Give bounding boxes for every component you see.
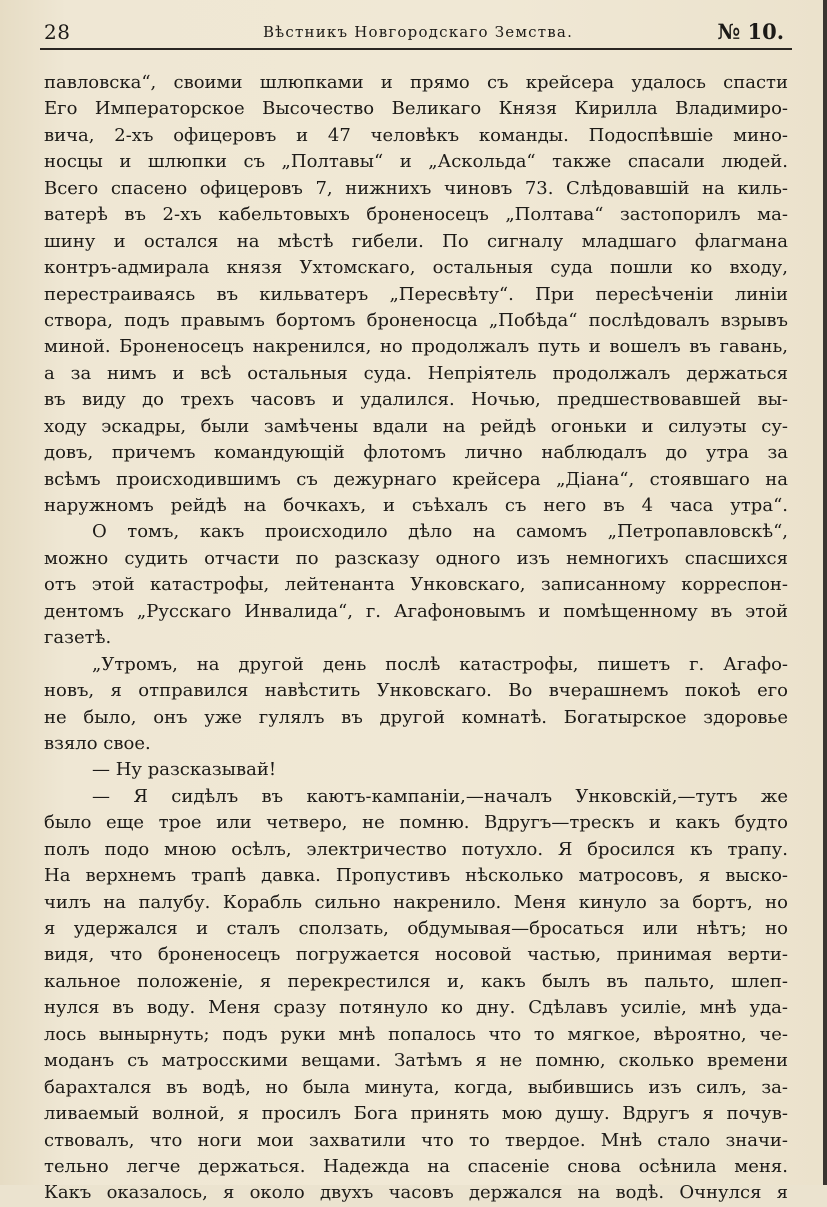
- body-text: [44, 70, 788, 1207]
- text-line: газетѣ.: [44, 627, 112, 649]
- text-line: взяло свое.: [44, 732, 151, 754]
- text-line: а за нимъ и всѣ остальныя суда. Непріятель продолжалъ держаться: [44, 362, 788, 384]
- text-line: перестраиваясь въ кильватеръ „Пересвѣту“. При пересѣченіи линіи: [44, 283, 788, 305]
- text-line: Какъ оказалось, я около двухъ часовъ держался на водѣ. Очнулся я: [44, 1182, 788, 1204]
- text-line: всѣмъ происходившимъ съ дежурнаго крейсера „Діана“, стоявшаго на: [44, 468, 788, 490]
- text-line: На верхнемъ трапѣ давка. Пропустивъ нѣсколько матросовъ, я выско-: [44, 865, 788, 887]
- page-number: 28: [44, 20, 71, 44]
- text-line: видя, что броненосецъ погружается носовой частью, принимая верти-: [44, 944, 788, 966]
- text-line: тельно легче держаться. Надежда на спасеніе снова осѣнила меня.: [44, 1155, 788, 1177]
- text-line: моданъ съ матросскими вещами. Затѣмъ я не помню, сколько времени: [44, 1050, 788, 1072]
- text-line: миной. Броненосецъ накренился, но продолжалъ путь и вошелъ въ гавань,: [44, 336, 788, 358]
- text-line: кальное положеніе, я перекрестился и, какъ былъ въ пальто, шлеп-: [44, 970, 788, 992]
- text-line: Его Императорское Высочество Великаго Князя Кирилла Владимиро-: [44, 98, 788, 120]
- text-line: ходу эскадры, были замѣчены вдали на рейдѣ огоньки и силуэты су-: [44, 415, 788, 437]
- header-rule: [40, 48, 792, 50]
- text-line: — Ну разсказывай!: [92, 759, 277, 781]
- text-line: было еще трое или четверо, не помню. Вдругъ—трескъ и какъ будто: [44, 812, 788, 834]
- text-line: чилъ на палубу. Корабль сильно накренило. Меня кинуло за бортъ, но: [44, 891, 788, 913]
- text-line: я удержался и сталъ сползать, обдумывая—бросаться или нѣтъ; но: [44, 918, 788, 939]
- text-line: шину и остался на мѣстѣ гибели. По сигналу младшаго флагмана: [44, 230, 788, 252]
- text-line: створа, подъ правымъ бортомъ броненосца „Побѣда“ послѣдовалъ взрывъ: [44, 309, 788, 331]
- text-line: Всего спасено офицеровъ 7, нижнихъ чиновъ 73. Слѣдовавшій на киль-: [44, 177, 788, 199]
- page-edge: [823, 0, 827, 1185]
- text-line: вича, 2-хъ офицеровъ и 47 человѣкъ команды. Подоспѣвшіе мино-: [44, 124, 788, 146]
- text-line: нулся въ воду. Меня сразу потянуло ко дну. Сдѣлавъ усиліе, мнѣ уда-: [44, 997, 788, 1019]
- text-line: лось вынырнуть; подъ руки мнѣ попалось что то мягкое, вѣроятно, че-: [44, 1023, 788, 1045]
- text-line: контръ-адмирала князя Ухтомскаго, остальныя суда пошли ко входу,: [44, 257, 788, 279]
- text-line: павловска“, своими шлюпками и прямо съ крейсера удалось спасти: [44, 72, 788, 93]
- issue-number: № 10.: [717, 19, 784, 44]
- text-line: ватерѣ въ 2-хъ кабельтовыхъ броненосецъ „Полтава“ застопорилъ ма-: [44, 204, 788, 226]
- journal-title: Вѣстникъ Новгородскаго Земства.: [262, 23, 574, 41]
- text-line: наружномъ рейдѣ на бочкахъ, и съѣхалъ съ него въ 4 часа утра“.: [44, 495, 788, 516]
- page-header: [44, 18, 792, 48]
- text-line: не было, онъ уже гулялъ въ другой комнатѣ. Богатырское здоровье: [44, 706, 788, 728]
- text-line: въ виду до трехъ часовъ и удалился. Ночью, предшествовавшей вы-: [44, 389, 788, 411]
- text-line: полъ подо мною осѣлъ, электричество потухло. Я бросился къ трапу.: [44, 838, 788, 860]
- text-line: О томъ, какъ происходило дѣло на самомъ „Петропавловскѣ“,: [92, 521, 788, 543]
- text-line: ствовалъ, что ноги мои захватили что то твердое. Мнѣ стало значи-: [44, 1129, 788, 1151]
- text-line: барахтался въ водѣ, но была минута, когда, выбившись изъ силъ, за-: [44, 1076, 788, 1098]
- text-line: довъ, причемъ командующій флотомъ лично наблюдалъ до утра за: [44, 442, 788, 464]
- text-line: отъ этой катастрофы, лейтенанта Унковскаго, записанному корреспон-: [44, 574, 788, 596]
- text-line: можно судить отчасти по разсказу одного изъ немногихъ спасшихся: [44, 547, 788, 569]
- text-line: „Утромъ, на другой день послѣ катастрофы, пишетъ г. Агафо-: [92, 653, 788, 675]
- text-line: носцы и шлюпки съ „Полтавы“ и „Аскольда“ также спасали людей.: [44, 151, 788, 173]
- text-line: новъ, я отправился навѣстить Унковскаго. Во вчерашнемъ покоѣ его: [44, 680, 788, 702]
- text-line: дентомъ „Русскаго Инвалида“, г. Агафоновымъ и помѣщенному въ этой: [44, 600, 788, 622]
- text-line: ливаемый волной, я просилъ Бога принять мою душу. Вдругъ я почув-: [44, 1103, 788, 1125]
- text-line: — Я сидѣлъ въ каютъ-кампаніи,—началъ Унковскій,—тутъ же: [92, 785, 788, 807]
